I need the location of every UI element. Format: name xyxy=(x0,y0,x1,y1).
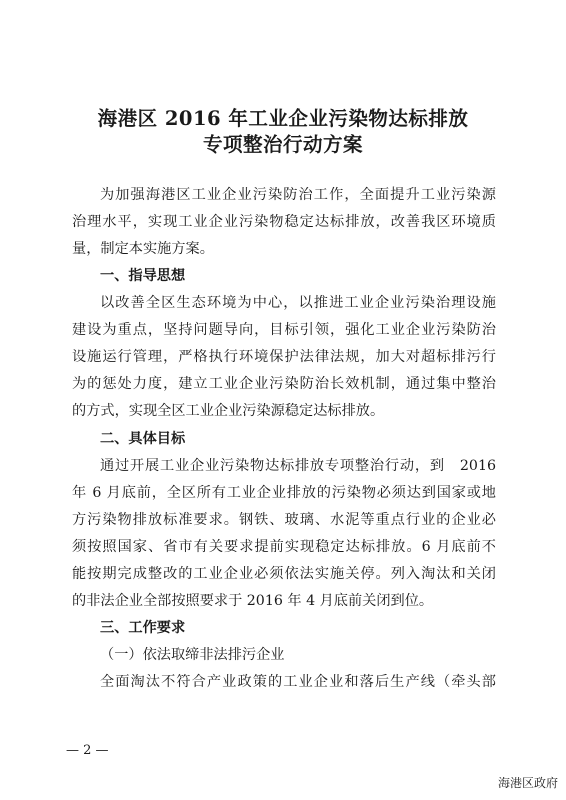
intro-line: 量，制定本实施方案。 xyxy=(72,241,214,257)
paragraph-line: 须按照国家、省市有关要求提前实现稳定达标排放。6 月底前不 xyxy=(72,539,496,555)
source-watermark: 海港区政府 xyxy=(497,776,558,790)
section-heading-specific-goals: 二、具体目标 xyxy=(100,431,186,447)
paragraph-line: 方污染物排放标准要求。钢铁、玻璃、水泥等重点行业的企业必 xyxy=(72,512,496,528)
section-heading-work-requirements: 三、工作要求 xyxy=(100,620,186,636)
paragraph-line: 建设为重点，坚持问题导向，目标引领，强化工业企业污染防治 xyxy=(72,322,496,338)
paragraph-line: 的非法企业全部按照要求于 2016 年 4 月底前关闭到位。 xyxy=(72,593,434,609)
paragraph-line: 年 6 月底前，全区所有工业企业排放的污染物必须达到国家或地 xyxy=(72,485,496,501)
paragraph-line: 全面淘汰不符合产业政策的工业企业和落后生产线（牵头部 xyxy=(100,674,496,690)
paragraph-line: 的方式，实现全区工业企业污染源稳定达标排放。 xyxy=(72,403,385,419)
subsection-heading-ban-illegal-polluters: （一）依法取缔非法排污企业 xyxy=(100,647,285,663)
section-heading-guiding-ideology: 一、指导思想 xyxy=(100,268,186,284)
paragraph-line: 为的惩处力度，建立工业企业污染防治长效机制，通过集中整治 xyxy=(72,376,496,392)
paragraph-line: 设施运行管理，严格执行环境保护法律法规，加大对超标排污行 xyxy=(72,349,496,365)
document-title-line-2: 专项整治行动方案 xyxy=(202,133,363,156)
paragraph-line: 能按期完成整改的工业企业必须依法实施关停。列入淘汰和关闭 xyxy=(72,566,496,582)
document-title-line-1: 海港区 2016 年工业企业污染物达标排放 xyxy=(97,107,469,130)
intro-line: 为加强海港区工业企业污染防治工作，全面提升工业污染源 xyxy=(100,187,496,203)
intro-line: 治理水平，实现工业企业污染物稳定达标排放，改善我区环境质 xyxy=(72,214,496,230)
paragraph-line: 以改善全区生态环境为中心，以推进工业企业污染治理设施 xyxy=(100,295,496,311)
page-number: — 2 — xyxy=(66,743,109,758)
paragraph-line: 通过开展工业企业污染物达标排放专项整治行动，到 2016 xyxy=(100,458,496,474)
